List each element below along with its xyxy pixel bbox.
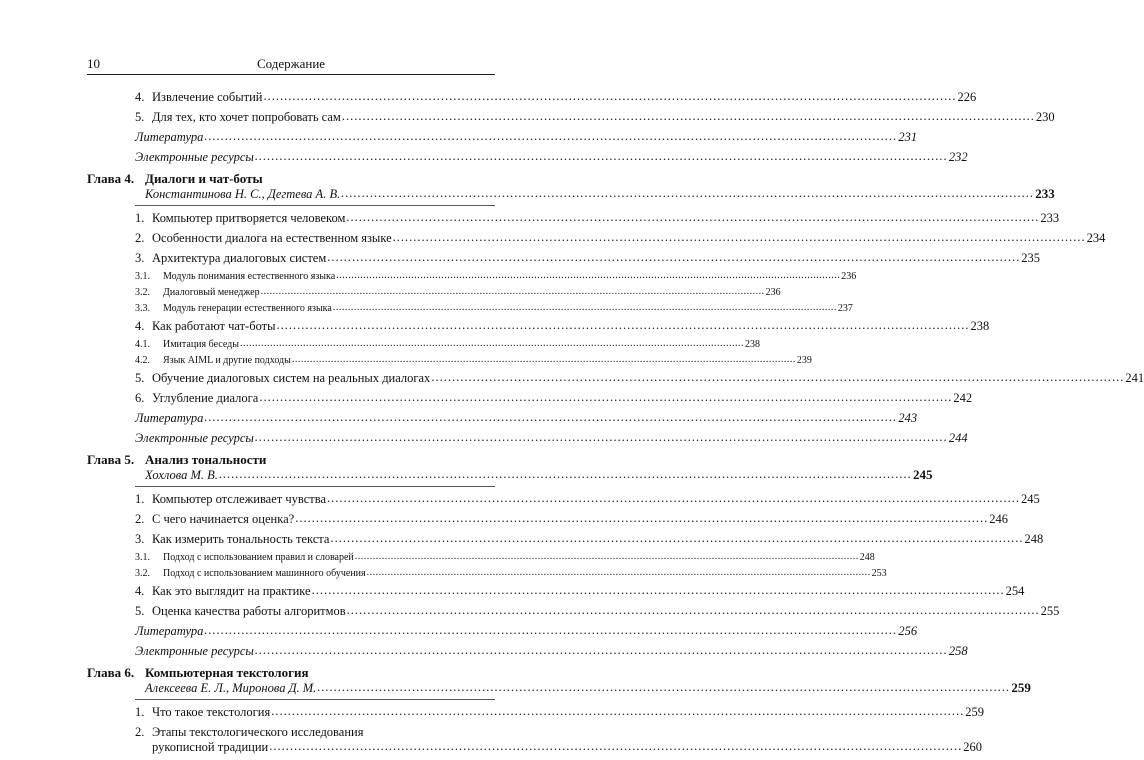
entry-number: 4.	[135, 584, 145, 598]
leader-dots	[346, 210, 1039, 225]
chapter-author-line	[145, 467, 933, 483]
chapter-label: Глава 4.	[87, 171, 135, 186]
entry-page: 233	[1040, 211, 1060, 225]
running-title: Содержание	[256, 56, 326, 71]
entry-page: 248	[859, 552, 875, 563]
toc-subentry[interactable]	[135, 339, 760, 351]
entry-page: 242	[953, 391, 973, 405]
toc-entry[interactable]	[135, 110, 1055, 125]
entry-number: 1.	[135, 492, 145, 506]
entry-page: 234	[1086, 231, 1106, 245]
leader-dots	[292, 354, 796, 366]
entry-title: Компьютер отслеживает чувства	[152, 492, 327, 506]
chapter-author: Константинова Н. С., Дегтева А. В.	[145, 187, 341, 201]
page-header	[87, 56, 495, 75]
entry-page: 237	[837, 303, 853, 314]
entry-page: 235	[1021, 251, 1040, 265]
toc-literature[interactable]	[135, 130, 918, 145]
entry-number: 4.1.	[135, 339, 150, 350]
entry-title: Литература	[135, 411, 204, 425]
page-number: 10	[87, 56, 100, 71]
toc-resources[interactable]	[135, 150, 968, 165]
entry-page: 259	[965, 705, 984, 719]
entry-title: Электронные ресурсы	[135, 150, 254, 164]
chapter-author-line	[145, 680, 1031, 696]
toc-entry[interactable]	[135, 319, 990, 334]
leader-dots	[255, 149, 948, 164]
entry-number: 3.3.	[135, 303, 150, 314]
chapter-author: Алексеева Е. Л., Миронова Д. М.	[145, 681, 317, 695]
entry-title-block	[152, 725, 982, 755]
leader-dots	[431, 370, 1124, 385]
entry-number: 6.	[135, 391, 145, 405]
entry-title: Компьютер притворяется человеком	[152, 211, 346, 225]
entry-page: 243	[898, 411, 918, 425]
leader-dots	[255, 643, 948, 658]
toc-entry[interactable]	[135, 391, 973, 406]
toc-resources[interactable]	[135, 431, 968, 446]
entry-page: 245	[1021, 492, 1040, 506]
entry-title: Углубление диалога	[152, 391, 259, 405]
entry-number: 2.	[135, 512, 145, 526]
chapter-title: Диалоги и чат-боты	[145, 171, 263, 186]
entry-number: 2.	[135, 231, 145, 245]
leader-dots	[204, 129, 897, 144]
entry-title: Модуль генерации естественного языка	[163, 303, 332, 314]
entry-page: 231	[898, 130, 918, 144]
leader-dots	[312, 583, 1005, 598]
toc-entry[interactable]	[135, 231, 1106, 246]
chapter-page: 259	[1011, 680, 1031, 695]
leader-dots	[259, 390, 952, 405]
leader-dots	[355, 551, 859, 563]
chapter-page: 245	[912, 467, 933, 482]
chapter-title: Компьютерная текстология	[145, 665, 309, 680]
entry-page: 238	[744, 339, 760, 350]
entry-number: 2.	[135, 725, 145, 739]
entry-title-continued: рукописной традиции	[152, 740, 269, 754]
toc-entry[interactable]	[135, 90, 977, 105]
leader-dots	[204, 410, 897, 425]
entry-number: 3.	[135, 532, 145, 546]
divider	[135, 699, 495, 700]
toc-subentry[interactable]	[135, 552, 875, 564]
entry-number: 3.2.	[135, 287, 150, 298]
entry-number: 1.	[135, 705, 145, 719]
chapter-title: Анализ тональности	[145, 452, 267, 467]
leader-dots	[317, 680, 1010, 695]
entry-title: Литература	[135, 624, 204, 638]
toc-entry[interactable]	[135, 584, 1025, 599]
leader-dots	[240, 338, 744, 350]
entry-page: 254	[1005, 584, 1025, 598]
toc-subentry[interactable]	[135, 287, 781, 299]
entry-title: Обучение диалоговых систем на реальных диалогах	[152, 371, 431, 385]
toc-subentry[interactable]	[135, 271, 857, 283]
entry-number: 3.2.	[135, 568, 150, 579]
entry-title: Электронные ресурсы	[135, 644, 254, 658]
entry-number: 5.	[135, 371, 145, 385]
entry-page: 241	[1125, 371, 1144, 385]
entry-page: 255	[1040, 604, 1060, 618]
leader-dots	[327, 250, 1020, 265]
toc-entry[interactable]	[135, 371, 1144, 386]
toc-subentry[interactable]	[135, 303, 853, 315]
entry-page: 253	[871, 568, 887, 579]
entry-page: 238	[970, 319, 990, 333]
chapter-heading[interactable]	[87, 665, 495, 680]
entry-title: Для тех, кто хочет попробовать сам	[152, 110, 341, 124]
chapter-5	[87, 452, 933, 483]
leader-dots	[295, 511, 988, 526]
leader-dots	[336, 270, 840, 282]
entry-title: Подход с использованием правил и словарей	[163, 552, 354, 563]
entry-page: 244	[948, 431, 968, 445]
entry-title: Как измерить тональность текста	[152, 532, 330, 546]
entry-page: 258	[948, 644, 968, 658]
leader-dots	[219, 467, 912, 482]
entry-title: Особенности диалога на естественном языке	[152, 231, 392, 245]
entry-page: 230	[1035, 110, 1055, 124]
leader-dots	[277, 318, 970, 333]
leader-dots	[271, 704, 964, 719]
chapter-label: Глава 5.	[87, 452, 135, 467]
chapter-4	[87, 171, 1055, 202]
leader-dots	[269, 739, 962, 754]
leader-dots	[367, 567, 871, 579]
toc-entry[interactable]	[135, 251, 1040, 266]
entry-page: 239	[796, 355, 812, 366]
chapter-6	[87, 665, 1031, 696]
chapter-heading[interactable]	[87, 452, 495, 467]
entry-number: 5.	[135, 604, 145, 618]
toc-entry[interactable]	[135, 604, 1060, 619]
chapter-page: 233	[1035, 186, 1055, 201]
divider	[135, 205, 495, 206]
entry-title: Подход с использованием машинного обучения	[163, 568, 366, 579]
entry-page: 232	[948, 150, 968, 164]
entry-title: Извлечение событий	[152, 90, 263, 104]
chapter-author-line	[145, 186, 1055, 202]
leader-dots	[341, 186, 1034, 201]
entry-number: 4.2.	[135, 355, 150, 366]
table-of-contents	[87, 90, 1144, 760]
leader-dots	[342, 109, 1035, 124]
divider	[135, 486, 495, 487]
chapter-label: Глава 6.	[87, 665, 135, 680]
entry-page: 246	[989, 512, 1008, 526]
entry-title: Что такое текстология	[152, 705, 271, 719]
chapter-author: Хохлова М. В.	[145, 468, 218, 482]
toc-entry[interactable]	[135, 512, 1008, 527]
entry-number: 3.1.	[135, 552, 150, 563]
entry-number: 3.1.	[135, 271, 150, 282]
toc-subentry[interactable]	[135, 568, 887, 580]
leader-dots	[204, 623, 897, 638]
entry-page: 236	[765, 287, 781, 298]
toc-entry[interactable]	[135, 705, 984, 720]
entry-title: Как это выглядит на практике	[152, 584, 311, 598]
entry-page: 256	[898, 624, 918, 638]
leader-dots	[330, 531, 1023, 546]
entry-title: Литература	[135, 130, 204, 144]
toc-literature[interactable]	[135, 624, 918, 639]
entry-title: Модуль понимания естественного языка	[163, 271, 336, 282]
entry-title: Имитация беседы	[163, 339, 239, 350]
toc-resources[interactable]	[135, 644, 968, 659]
entry-title: Оценка качества работы алгоритмов	[152, 604, 346, 618]
toc-literature[interactable]	[135, 411, 918, 426]
entry-title: Электронные ресурсы	[135, 431, 254, 445]
entry-title: Этапы текстологического исследования	[152, 725, 364, 739]
leader-dots	[255, 430, 948, 445]
leader-dots	[261, 286, 765, 298]
toc-entry[interactable]	[135, 532, 1044, 547]
entry-number: 4.	[135, 319, 145, 333]
entry-page: 236	[841, 271, 857, 282]
entry-title: Язык AIML и другие подходы	[163, 355, 291, 366]
entry-number: 1.	[135, 211, 145, 225]
leader-dots	[333, 302, 837, 314]
leader-dots	[393, 230, 1086, 245]
entry-number: 5.	[135, 110, 145, 124]
entry-title: Архитектура диалоговых систем	[152, 251, 327, 265]
entry-page: 226	[957, 90, 977, 104]
leader-dots	[327, 491, 1020, 506]
chapter-heading[interactable]	[87, 171, 495, 186]
entry-title: С чего начинается оценка?	[152, 512, 295, 526]
entry-page: 248	[1024, 532, 1044, 546]
toc-entry[interactable]	[135, 211, 1060, 226]
entry-title-line2	[152, 740, 982, 755]
entry-title: Как работают чат-боты	[152, 319, 276, 333]
entry-title: Диалоговый менеджер	[163, 287, 260, 298]
entry-number: 3.	[135, 251, 145, 265]
toc-entry[interactable]	[135, 492, 1040, 507]
entry-number: 4.	[135, 90, 145, 104]
leader-dots	[347, 603, 1040, 618]
leader-dots	[263, 89, 956, 104]
entry-page: 260	[963, 740, 982, 754]
toc-entry[interactable]	[135, 725, 982, 755]
toc-subentry[interactable]	[135, 355, 812, 367]
